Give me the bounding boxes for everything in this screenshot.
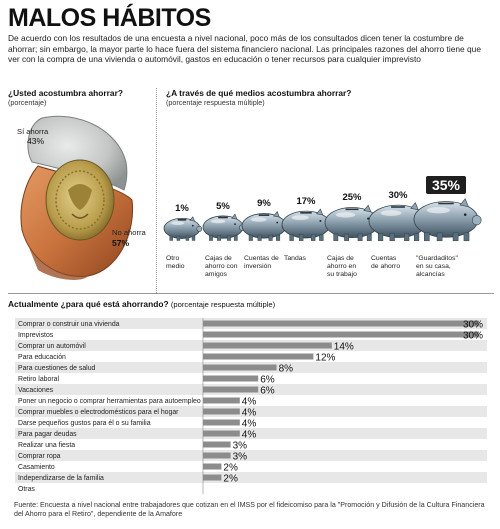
section-divider-vertical (156, 88, 157, 293)
bar (203, 431, 240, 437)
means-section-title: ¿A través de qué medios acostumbra ahorrar? (166, 88, 352, 98)
means-value: 5% (216, 200, 230, 212)
category-label: Comprar ropa (18, 453, 61, 461)
bar-value-label: 6% (260, 385, 275, 397)
means-section-subtitle: (porcentaje respuesta múltiple) (166, 98, 265, 107)
means-label: Cajas de ahorro con amigos (205, 255, 238, 278)
category-label: Retiro laboral (18, 376, 59, 384)
bar-value-label: 4% (241, 429, 257, 441)
bar-value-label: 4% (241, 396, 257, 408)
bar (203, 475, 221, 481)
yes-value: 43% (27, 136, 45, 146)
source-note: Fuente: Encuesta a nivel nacional entre trabajadores que cotizan en el IMSS por el fideicomiso para la "Promoción y Difusión de la Cultura Financiera del Ahorro para el Retiro", dependiente de la Amafore (14, 501, 485, 518)
piggy-bank-icon (414, 199, 481, 241)
means-value: 25% (342, 192, 362, 204)
page-title: MALOS HÁBITOS (8, 4, 211, 32)
saving-section-title: ¿Usted acostumbra ahorrar? (8, 88, 123, 98)
bar (203, 420, 240, 426)
category-label: Para cuestiones de salud (18, 365, 96, 373)
section-divider-horizontal (8, 293, 494, 294)
means-label: Cuentas de ahorro (371, 255, 401, 270)
category-label: Independizarse de la familia (18, 475, 104, 483)
intro-paragraph: De acuerdo con los resultados de una encuesta a nivel nacional, poco más de los consultados dicen tener la costumbre de ahorrar; sin embargo, la mayor parte lo hace fuera del sistema financiero nacional. Las principales razones del ahorro tiene que ver con la compra de una vivienda o automóvil, gastos en educación o tener recursos para cualquier imprevisto (8, 33, 481, 65)
means-value: 17% (296, 195, 316, 207)
means-label: Otro medio (166, 255, 185, 270)
means-label: Tandas (284, 255, 306, 262)
piggy-bank-icon (203, 214, 245, 240)
bar (203, 343, 332, 349)
bar-value-label: 30% (463, 330, 484, 342)
bar (203, 442, 231, 448)
bar-value-label: 2% (223, 462, 238, 474)
piggy-bank-icon (164, 217, 202, 241)
category-label: Comprar o construir una vivienda (18, 321, 120, 329)
reasons-subtitle: (porcentaje respuesta múltiple) (170, 300, 276, 309)
no-label: No ahorra (112, 228, 146, 237)
piggy-bank-icon (242, 212, 288, 241)
category-label: Para pagar deudas (18, 431, 77, 439)
category-label: Comprar un automóvil (18, 343, 86, 351)
table-row-band (15, 450, 487, 461)
bar (203, 332, 479, 338)
saving-section-subtitle: (porcentaje) (8, 98, 47, 107)
means-value: 1% (175, 203, 189, 215)
means-label: Cuentas de inversión (244, 255, 279, 270)
yes-label: Sí ahorra (17, 127, 49, 136)
bar (203, 376, 258, 382)
bar (203, 354, 313, 360)
bar-value-label: 6% (260, 374, 275, 386)
bar-value-label: 8% (278, 363, 294, 375)
category-label: Vacaciones (18, 387, 54, 395)
bar (203, 321, 479, 327)
bar-value-label: 3% (232, 440, 248, 452)
category-label: Imprevistos (18, 332, 54, 340)
no-value: 57% (112, 238, 130, 248)
bar-value-label: 3% (232, 451, 248, 463)
reasons-bar-chart (15, 318, 487, 498)
bar-value-label: 4% (241, 418, 257, 430)
means-value: 9% (257, 198, 271, 210)
bar (203, 464, 221, 470)
category-label: Para educación (18, 354, 66, 362)
bar (203, 398, 240, 404)
bar (203, 453, 231, 459)
bar-value-label: 12% (315, 352, 336, 364)
means-value: 30% (388, 189, 408, 201)
bar-value-label: 2% (223, 473, 238, 485)
bar-value-label: 30% (463, 319, 484, 331)
reasons-section-title (8, 299, 275, 309)
bar (203, 387, 258, 393)
means-label: "Guardaditos" en su casa, alcancías (416, 255, 458, 278)
category-label: Otras (18, 486, 35, 494)
category-label: Comprar muebles o electrodomésticos para el hogar (18, 409, 179, 417)
reasons-title-text: Actualmente ¿para qué está ahorrando? (8, 299, 169, 309)
category-label: Realizar una fiesta (18, 442, 76, 450)
category-label: Poner un negocio o comprar herramientas para autoempleo (18, 398, 201, 406)
bar-value-label: 4% (241, 407, 257, 419)
category-label: Darse pequeños gustos para él o su familia (18, 420, 151, 428)
bar (203, 365, 277, 371)
means-label: Cajas de ahorro en su trabajo (327, 255, 357, 278)
means-value: 35% (426, 176, 466, 194)
category-label: Casamiento (18, 464, 55, 472)
bar (203, 409, 240, 415)
bar-value-label: 14% (333, 341, 354, 353)
piggy-bank-icon (282, 209, 332, 241)
